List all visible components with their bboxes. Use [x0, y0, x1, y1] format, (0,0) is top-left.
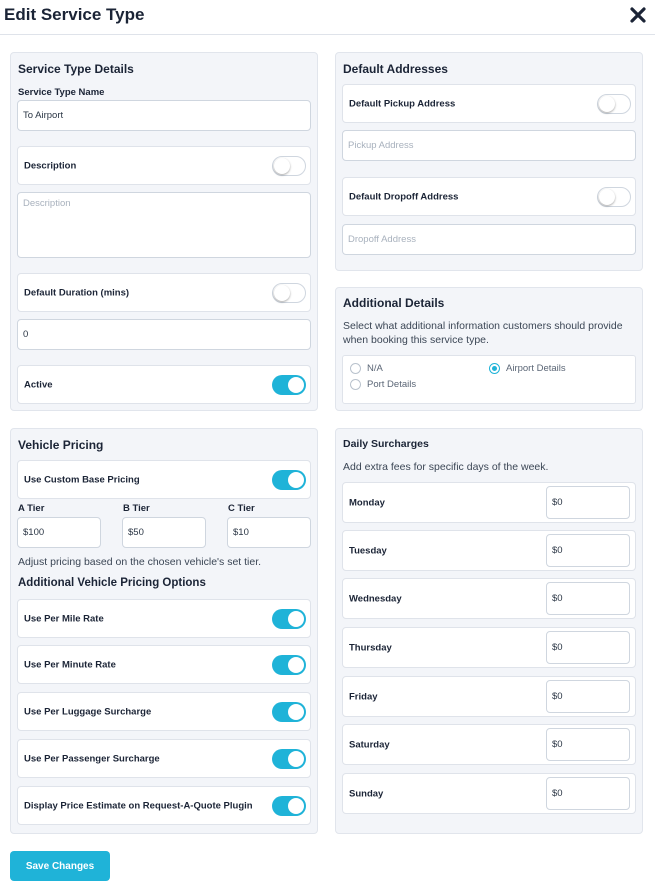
- duration-toggle-row: [17, 273, 311, 312]
- monday-row: [342, 482, 636, 523]
- price-estimate-label: Display Price Estimate on Request-A-Quote Plugin: [24, 800, 253, 811]
- tier-a-input[interactable]: [17, 517, 101, 548]
- monday-label: Monday: [349, 497, 385, 508]
- additional-details-card: [335, 287, 643, 411]
- per-mile-toggle[interactable]: [272, 609, 306, 629]
- per-minute-toggle[interactable]: [272, 655, 306, 675]
- per-mile-row: [17, 599, 311, 638]
- daily-surcharges-description: Add extra fees for specific days of the week.: [343, 461, 549, 473]
- friday-surcharge-input[interactable]: [546, 680, 630, 713]
- radio-port-details[interactable]: [350, 379, 416, 390]
- duration-label: Default Duration (mins): [24, 287, 130, 298]
- per-luggage-label: Use Per Luggage Surcharge: [24, 706, 152, 717]
- close-icon[interactable]: [629, 5, 647, 25]
- per-passenger-toggle[interactable]: [272, 749, 306, 769]
- description-toggle-row: [17, 146, 311, 185]
- dropoff-toggle-row: [342, 177, 636, 216]
- custom-base-pricing-label: Use Custom Base Pricing: [24, 474, 140, 485]
- active-toggle[interactable]: [272, 375, 306, 395]
- sunday-row: [342, 773, 636, 814]
- radio-airport-details[interactable]: [489, 363, 566, 374]
- radio-port-details-label: Port Details: [367, 379, 417, 390]
- save-changes-button[interactable]: Save Changes: [10, 851, 110, 881]
- active-toggle-row: [17, 365, 311, 404]
- per-luggage-row: [17, 692, 311, 731]
- sunday-surcharge-input[interactable]: [546, 777, 630, 810]
- daily-surcharges-card: [335, 428, 643, 834]
- service-name-label: Service Type Name: [18, 87, 105, 98]
- additional-details-title: Additional Details: [343, 296, 445, 310]
- per-luggage-toggle[interactable]: [272, 702, 306, 722]
- friday-row: [342, 676, 636, 717]
- additional-details-description: Select what additional information customers should provide when booking this service type.: [343, 320, 623, 347]
- per-passenger-label: Use Per Passenger Surcharge: [24, 753, 160, 764]
- default-addresses-title: Default Addresses: [343, 62, 448, 76]
- saturday-row: [342, 724, 636, 765]
- wednesday-label: Wednesday: [349, 593, 402, 604]
- radio-na[interactable]: [350, 363, 383, 374]
- pickup-toggle[interactable]: [597, 94, 631, 114]
- pickup-toggle-row: [342, 84, 636, 123]
- pickup-label: Default Pickup Address: [349, 98, 456, 109]
- per-mile-label: Use Per Mile Rate: [24, 613, 104, 624]
- service-details-title: Service Type Details: [18, 62, 134, 76]
- dropoff-toggle[interactable]: [597, 187, 631, 207]
- description-label: Description: [24, 160, 77, 171]
- saturday-surcharge-input[interactable]: [546, 728, 630, 761]
- radio-port-details-dot: [350, 379, 361, 390]
- per-minute-label: Use Per Minute Rate: [24, 659, 116, 670]
- price-estimate-row: [17, 786, 311, 825]
- info-type-radio-group: [342, 355, 636, 404]
- pickup-address-input[interactable]: [342, 130, 636, 161]
- thursday-row: [342, 627, 636, 668]
- radio-airport-details-label: Airport Details: [506, 363, 566, 374]
- description-textarea[interactable]: [17, 192, 311, 258]
- tier-c-input[interactable]: [227, 517, 311, 548]
- sunday-label: Sunday: [349, 788, 384, 799]
- modal-header: [0, 0, 655, 35]
- radio-na-label: N/A: [367, 363, 383, 374]
- tier-c-label: C Tier: [228, 503, 255, 514]
- modal-title: Edit Service Type: [4, 5, 145, 24]
- custom-base-pricing-row: [17, 460, 311, 499]
- thursday-surcharge-input[interactable]: [546, 631, 630, 664]
- tuesday-label: Tuesday: [349, 545, 387, 556]
- thursday-label: Thursday: [349, 642, 392, 653]
- description-toggle[interactable]: [272, 156, 306, 176]
- tier-a-label: A Tier: [18, 503, 45, 514]
- radio-airport-details-dot: [489, 363, 500, 374]
- daily-surcharges-title: Daily Surcharges: [343, 438, 429, 450]
- default-addresses-card: [335, 52, 643, 271]
- tuesday-row: [342, 530, 636, 571]
- tier-b-label: B Tier: [123, 503, 150, 514]
- tier-note: Adjust pricing based on the chosen vehicle's set tier.: [18, 556, 262, 568]
- custom-base-pricing-toggle[interactable]: [272, 470, 306, 490]
- service-details-card: [10, 52, 318, 411]
- dropoff-address-input[interactable]: [342, 224, 636, 255]
- price-estimate-toggle[interactable]: [272, 796, 306, 816]
- duration-input[interactable]: [17, 319, 311, 350]
- service-name-input[interactable]: [17, 100, 311, 131]
- duration-toggle[interactable]: [272, 283, 306, 303]
- pricing-options-title: Additional Vehicle Pricing Options: [18, 577, 206, 589]
- per-passenger-row: [17, 739, 311, 778]
- per-minute-row: [17, 645, 311, 684]
- tier-b-input[interactable]: [122, 517, 206, 548]
- active-label: Active: [24, 379, 53, 390]
- saturday-label: Saturday: [349, 739, 390, 750]
- wednesday-surcharge-input[interactable]: [546, 582, 630, 615]
- tuesday-surcharge-input[interactable]: [546, 534, 630, 567]
- vehicle-pricing-card: [10, 428, 318, 834]
- monday-surcharge-input[interactable]: [546, 486, 630, 519]
- wednesday-row: [342, 578, 636, 619]
- radio-na-dot: [350, 363, 361, 374]
- dropoff-label: Default Dropoff Address: [349, 191, 459, 202]
- vehicle-pricing-title: Vehicle Pricing: [18, 438, 104, 452]
- friday-label: Friday: [349, 691, 378, 702]
